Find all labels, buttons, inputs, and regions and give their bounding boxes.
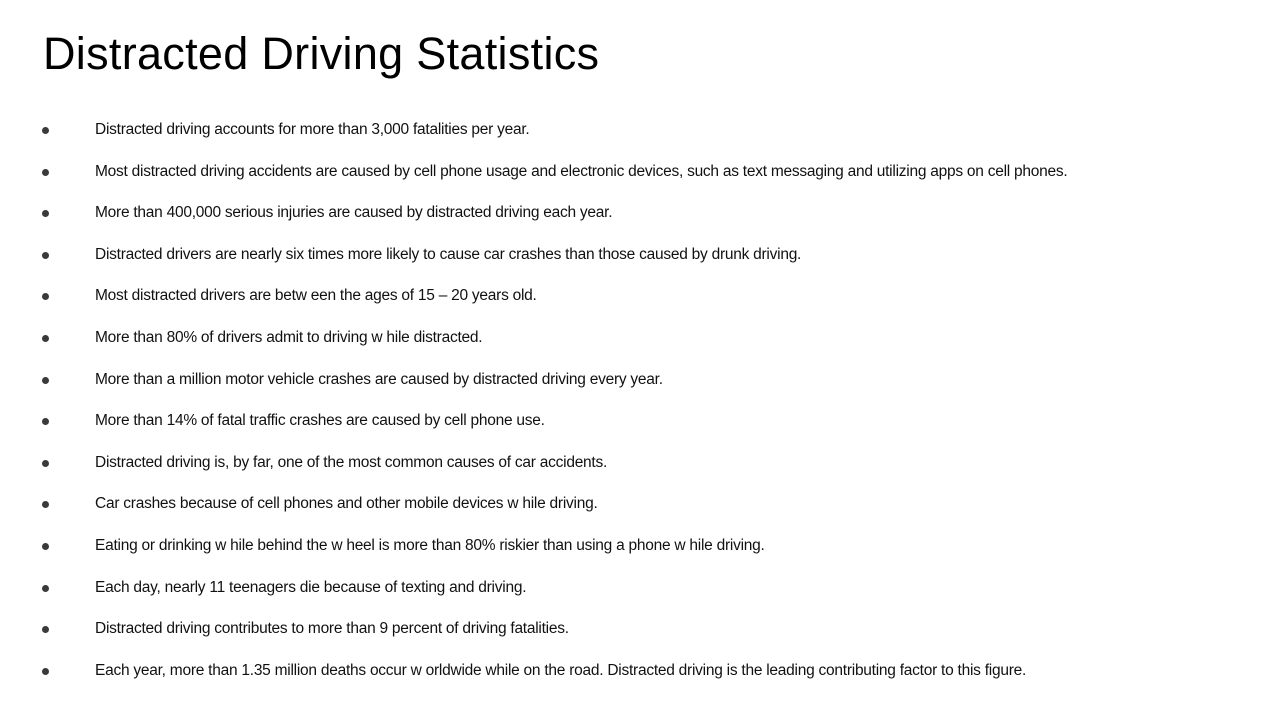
bullet-item (0, 401, 1280, 443)
bullet-text: Most distracted driving accidents are caused by cell phone usage and electronic devices, such as text messaging and utilizing apps on cell phones. (95, 162, 1068, 180)
bullet-dot-icon (42, 127, 49, 134)
bullet-item (0, 276, 1280, 318)
bullet-dot-icon (42, 252, 49, 259)
bullet-dot-icon (42, 668, 49, 675)
bullet-item (0, 235, 1280, 277)
slide-title: Distracted Driving Statistics (43, 28, 600, 79)
bullet-dot-icon (42, 626, 49, 633)
bullet-dot-icon (42, 585, 49, 592)
bullet-item (0, 526, 1280, 568)
bullet-dot-icon (42, 293, 49, 300)
bullet-item (0, 318, 1280, 360)
bullet-text: More than 80% of drivers admit to driving w hile distracted. (95, 328, 483, 346)
bullet-item (0, 193, 1280, 235)
bullet-item (0, 609, 1280, 651)
bullet-item (0, 568, 1280, 610)
bullet-dot-icon (42, 335, 49, 342)
bullet-item (0, 484, 1280, 526)
bullet-item (0, 651, 1280, 693)
bullet-item (0, 443, 1280, 485)
bullet-text: Eating or drinking w hile behind the w heel is more than 80% riskier than using a phone w hile driving. (95, 536, 765, 554)
bullet-list (0, 110, 1280, 692)
bullet-text: More than a million motor vehicle crashes are caused by distracted driving every year. (95, 370, 663, 388)
bullet-dot-icon (42, 460, 49, 467)
bullet-text: Distracted driving accounts for more than 3,000 fatalities per year. (95, 121, 530, 138)
bullet-dot-icon (42, 501, 49, 508)
bullet-text: Distracted driving contributes to more than 9 percent of driving fatalities. (95, 620, 569, 638)
bullet-text: Distracted drivers are nearly six times more likely to cause car crashes than those caused by drunk driving. (95, 245, 802, 263)
bullet-text: Each year, more than 1.35 million deaths occur w orldwide while on the road. Distracted driving is the leading contributing factor to this figure. (95, 661, 1027, 679)
bullet-text: More than 14% of fatal traffic crashes are caused by cell phone use. (95, 412, 545, 430)
bullet-item (0, 360, 1280, 402)
bullet-dot-icon (42, 418, 49, 425)
bullet-text: Car crashes because of cell phones and other mobile devices w hile driving. (95, 495, 598, 513)
bullet-item (0, 152, 1280, 194)
bullet-dot-icon (42, 169, 49, 176)
bullet-text: Each day, nearly 11 teenagers die because of texting and driving. (95, 578, 527, 596)
bullet-dot-icon (42, 377, 49, 384)
bullet-item (0, 110, 1280, 152)
bullet-dot-icon (42, 543, 49, 550)
bullet-dot-icon (42, 210, 49, 217)
bullet-text: Distracted driving is, by far, one of the most common causes of car accidents. (95, 453, 608, 471)
bullet-text: Most distracted drivers are betw een the ages of 15 – 20 years old. (95, 287, 537, 305)
bullet-text: More than 400,000 serious injuries are caused by distracted driving each year. (95, 204, 613, 222)
